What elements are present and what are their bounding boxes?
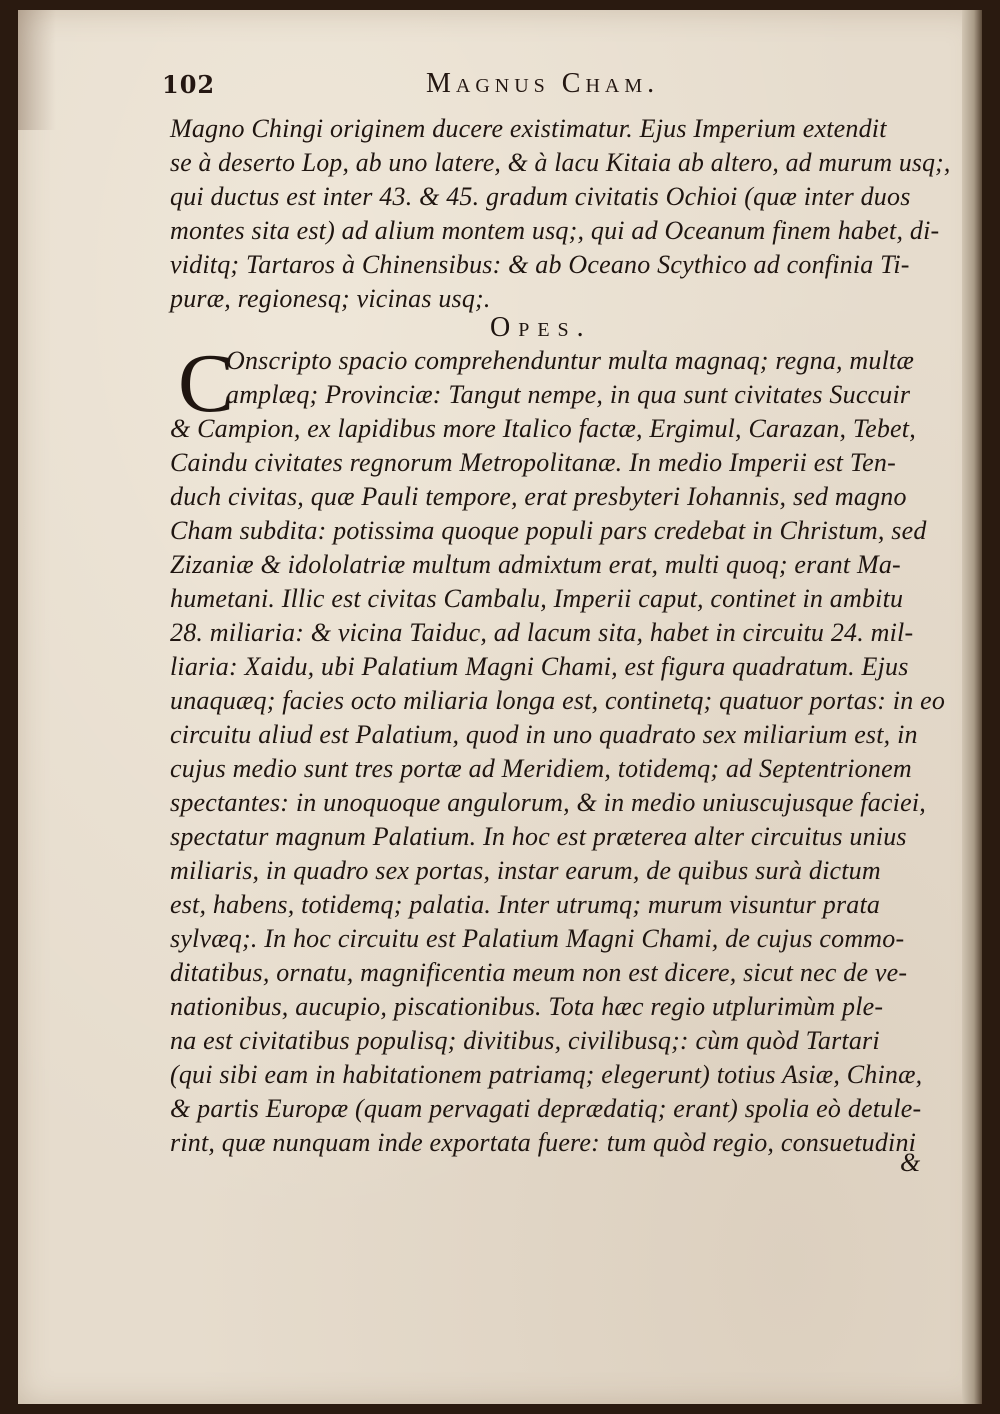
text-line: Zizaniæ & idololatriæ multum admixtum erat, multi quoq; erant Ma- <box>170 550 901 579</box>
text-line: & partis Europæ (quam pervagati deprædatiq; erant) spolia eò detule- <box>170 1094 922 1123</box>
text-line: montes sita est) ad alium montem usq;, qui ad Oceanum finem habet, di- <box>170 216 940 245</box>
text-line: Onscripto spacio comprehenduntur multa magnaq; regna, multæ <box>226 346 914 375</box>
text-line: Caindu civitates regnorum Metropolitanæ. In medio Imperii est Ten- <box>170 448 896 477</box>
text-line: spectantes: in unoquoque angulorum, & in medio uniuscujusque faciei, <box>170 788 926 817</box>
text-line: Magno Chingi originem ducere existimatur. Ejus Imperium extendit <box>170 114 887 143</box>
page-stain <box>18 10 56 130</box>
page-gutter <box>962 10 982 1404</box>
page-header <box>162 64 802 104</box>
text-line: rint, quæ nunquam inde exportata fuere: tum quòd regio, consuetudini <box>170 1128 917 1157</box>
text-block-intro <box>170 112 950 316</box>
text-line: est, habens, totidemq; palatia. Inter utrumq; murum visuntur prata <box>170 890 881 919</box>
text-line: viditq; Tartaros à Chinensibus: & ab Oceano Scythico ad confinia Ti- <box>170 250 910 279</box>
text-line: & Campion, ex lapidibus more Italico factæ, Ergimul, Carazan, Tebet, <box>170 414 916 443</box>
text-line: Cham subdita: potissima quoque populi pars credebat in Christum, sed <box>170 516 927 545</box>
running-head: Magnus Cham. <box>426 68 660 99</box>
text-line: (qui sibi eam in habitationem patriamq; elegerunt) totius Asiæ, Chinæ, <box>170 1060 923 1089</box>
text-line: liaria: Xaidu, ubi Palatium Magni Chami, est figura quadratum. Ejus <box>170 652 909 681</box>
text-line: qui ductus est inter 43. & 45. gradum civitatis Ochioi (quæ inter duos <box>170 182 911 211</box>
text-line: cujus medio sunt tres portæ ad Meridiem, totidemq; ad Septentrionem <box>170 754 912 783</box>
text-line: amplæq; Provinciæ: Tangut nempe, in qua sunt civitates Succuir <box>226 380 911 409</box>
text-line: na est civitatibus populisq; divitibus, civilibusq;: cùm quòd Tartari <box>170 1026 880 1055</box>
section-title: Opes. <box>490 312 592 343</box>
text-line: spectatur magnum Palatium. In hoc est præterea alter circuitus unius <box>170 822 907 851</box>
page-number: 102 <box>162 70 216 99</box>
text-line: puræ, regionesq; vicinas usq;. <box>170 284 491 313</box>
text-line: unaquæq; facies octo miliaria longa est, continetq; quatuor portas: in eo <box>170 686 946 715</box>
catchword: & <box>900 1148 921 1177</box>
text-line: miliaris, in quadro sex portas, instar earum, de quibus surà dictum <box>170 856 881 885</box>
text-line: circuitu aliud est Palatium, quod in uno quadrato sex miliarium est, in <box>170 720 918 749</box>
text-block-opes <box>170 337 950 1160</box>
text-line: humetani. Illic est civitas Cambalu, Imperii caput, continet in ambitu <box>170 584 904 613</box>
text-line: se à deserto Lop, ab uno latere, & à lacu Kitaia ab altero, ad murum usq;, <box>170 148 951 177</box>
text-line: nationibus, aucupio, piscationibus. Tota hæc regio utplurimùm ple- <box>170 992 884 1021</box>
drop-cap: C <box>178 337 235 430</box>
text-line: duch civitas, quæ Pauli tempore, erat presbyteri Iohannis, sed magno <box>170 482 907 511</box>
text-line: ditatibus, ornatu, magnificentia meum non est dicere, sicut nec de ve- <box>170 958 908 987</box>
text-line: sylvæq;. In hoc circuitu est Palatium Magni Chami, de cujus commo- <box>170 924 905 953</box>
text-line: 28. miliaria: & vicina Taiduc, ad lacum sita, habet in circuitu 24. mil- <box>170 618 914 647</box>
